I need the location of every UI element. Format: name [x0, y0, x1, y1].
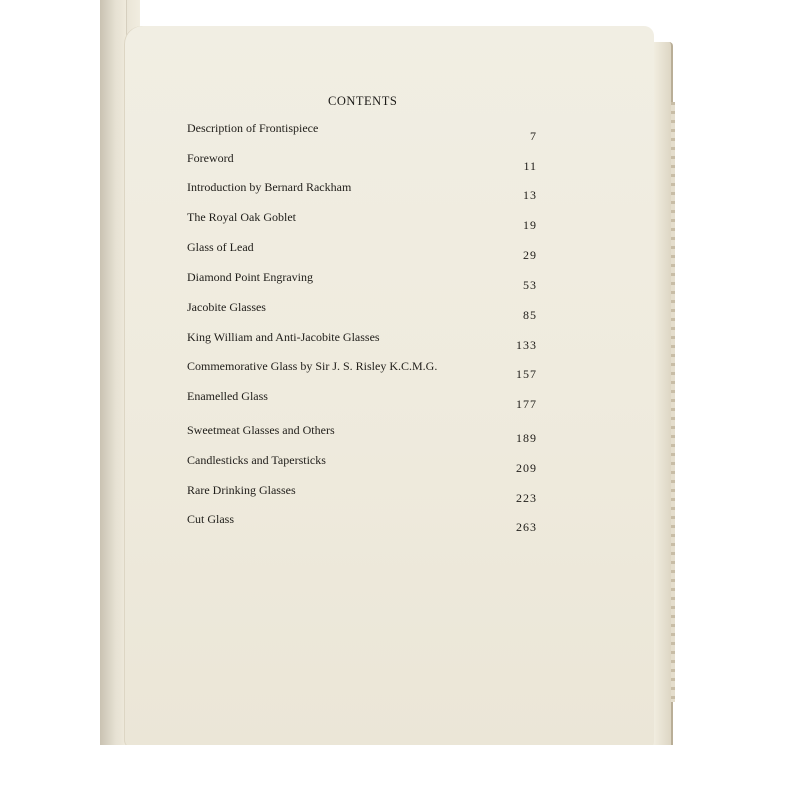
toc-entry [187, 121, 557, 141]
toc-entry [187, 453, 557, 473]
toc-entry-title: Rare Drinking Glasses [187, 483, 296, 497]
toc-entry-page: 177 [516, 397, 537, 411]
toc-entry-title: Sweetmeat Glasses and Others [187, 423, 335, 437]
toc-entry [187, 359, 557, 379]
toc-entry-page: 209 [516, 461, 537, 475]
toc-entry-title: Cut Glass [187, 512, 235, 526]
toc-entry-title: Candlesticks and Tapersticks [187, 453, 326, 467]
toc-entry [187, 330, 557, 350]
toc-entry [187, 300, 557, 320]
toc-entry-title: Glass of Lead [187, 240, 254, 254]
toc-entry-title: Introduction by Bernard Rackham [187, 180, 352, 194]
toc-entry-title: Commemorative Glass by Sir J. S. Risley K.C.M.G. [187, 359, 438, 373]
toc-entry [187, 270, 557, 290]
toc-entry-page: 223 [516, 491, 537, 505]
toc-entry-title: Description of Frontispiece [187, 121, 319, 135]
toc-entry-title: Enamelled Glass [187, 389, 268, 403]
toc-entry-title: Foreword [187, 151, 234, 165]
toc-entry [187, 240, 557, 260]
toc-entry [187, 151, 557, 171]
toc-entry [187, 483, 557, 503]
toc-entry-title: Jacobite Glasses [187, 300, 266, 314]
toc-entry-page: 7 [530, 129, 537, 143]
toc-entry-page: 157 [516, 367, 537, 381]
background [100, 745, 700, 800]
toc-entry-page: 29 [523, 248, 537, 262]
toc-entry [187, 512, 557, 532]
toc-entry-title: The Royal Oak Goblet [187, 210, 296, 224]
toc-entry-title: King William and Anti-Jacobite Glasses [187, 330, 380, 344]
toc-entry-page: 19 [523, 218, 537, 232]
toc-entry-page: 85 [523, 308, 537, 322]
contents-heading: CONTENTS [328, 94, 398, 108]
left-page-edge [100, 0, 127, 745]
toc-entry [187, 210, 557, 230]
toc-entry [187, 180, 557, 200]
toc-entry-page: 53 [523, 278, 537, 292]
toc-entry-page: 13 [523, 188, 537, 202]
toc-entry-page: 263 [516, 520, 537, 534]
toc-entry-page: 189 [516, 431, 537, 445]
toc-entry-page: 133 [516, 338, 537, 352]
toc-entry [187, 423, 557, 443]
toc-entry-title: Diamond Point Engraving [187, 270, 313, 284]
toc-entry [187, 389, 557, 409]
toc-entry-page: 11 [523, 159, 537, 173]
